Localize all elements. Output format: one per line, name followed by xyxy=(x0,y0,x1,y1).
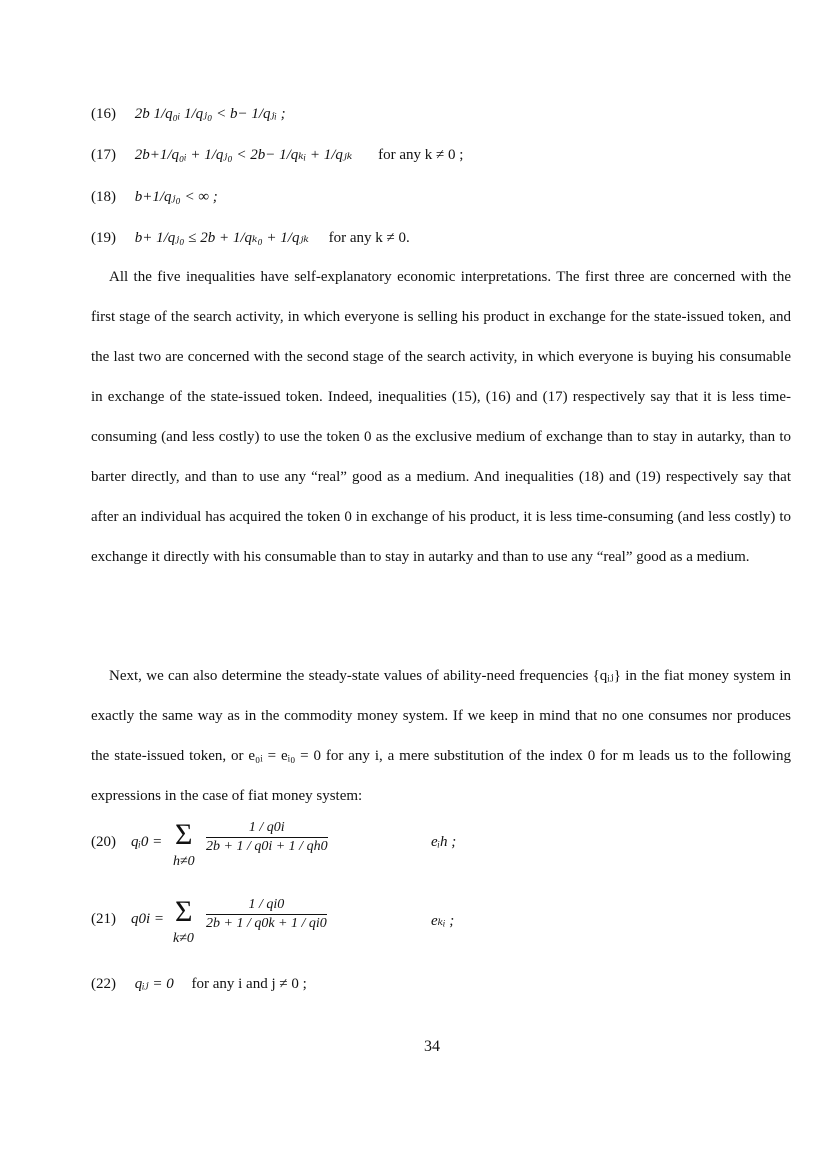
equation-21 xyxy=(91,897,511,967)
summation-index: k≠0 xyxy=(173,931,194,946)
summation-sign: Σ xyxy=(175,818,193,851)
equation-tail: eᵢh ; xyxy=(431,834,457,850)
equation-number: (16) xyxy=(91,106,116,122)
equation-number: (18) xyxy=(91,189,116,205)
equation-number: (22) xyxy=(91,976,116,992)
numerator: 1 / q0i xyxy=(206,820,328,838)
equation-22 xyxy=(91,974,307,993)
paragraph-fiat-money xyxy=(91,656,791,816)
equation-19 xyxy=(91,228,410,247)
summation-index: h≠0 xyxy=(173,854,195,869)
numerator: 1 / qi0 xyxy=(206,897,327,915)
equation-number: (20) xyxy=(91,834,116,850)
equation-lhs: q0i = xyxy=(131,911,165,927)
equation-expression: 2b 1/q₀ᵢ 1/qⱼ₀ < b− 1/qⱼᵢ ; xyxy=(134,106,286,122)
equation-number: (17) xyxy=(91,147,116,163)
equation-condition: for any k ≠ 0. xyxy=(328,230,410,246)
equation-tail: eₖᵢ ; xyxy=(431,913,455,929)
equation-number: (19) xyxy=(91,230,116,246)
paragraph-interpretations xyxy=(91,257,791,577)
fraction xyxy=(206,820,328,855)
equation-expression: b+ 1/qⱼ₀ ≤ 2b + 1/qₖ₀ + 1/qⱼₖ xyxy=(134,230,309,246)
paragraph-text: All the five inequalities have self-explanatory economic interpretations. The first three are concerned with the first stage of the search activity, in which everyone is selling his product in exchange for the state-issued token, and the last two are concerned with the second stage of the search activity, in which everyone is buying his consumable in exchange of the state-issued token. Indeed, inequalities (15), (16) and (17) respectively say that it is less time-consuming (and less costly) to use the token 0 as the exclusive medium of exchange than to stay in autarky, than to barter directly, and than to use any “real” good as a medium. And inequalities (18) and (19) respectively say that after an individual has acquired the token 0 in exchange of his product, it is less time-consuming (and less costly) to exchange it directly with his consumable than to stay in autarky and than to use any “real” good as a medium. xyxy=(91,269,791,565)
equation-expression: b+1/qⱼ₀ < ∞ ; xyxy=(134,189,218,205)
equation-expression: qᵢⱼ = 0 xyxy=(134,976,174,992)
fraction xyxy=(206,897,327,932)
equation-expression: 2b+1/q₀ᵢ + 1/qⱼ₀ < 2b− 1/qₖᵢ + 1/qⱼₖ xyxy=(134,147,353,163)
denominator: 2b + 1 / q0k + 1 / qi0 xyxy=(206,916,327,931)
summation-sign: Σ xyxy=(175,895,193,928)
equation-number: (21) xyxy=(91,911,116,927)
equation-16 xyxy=(91,104,286,123)
equation-20 xyxy=(91,820,511,890)
equation-lhs: qᵢ0 = xyxy=(131,834,163,850)
page-number: 34 xyxy=(424,1038,440,1055)
equation-17 xyxy=(91,145,463,164)
equation-condition: for any i and j ≠ 0 ; xyxy=(191,976,307,992)
paragraph-text: Next, we can also determine the steady-state values of ability-need frequencies {qᵢⱼ} in the fiat money system in exactly the same way as in the commodity money system. If we keep in mind that no one consumes nor produces the state-issued token, or e₀ᵢ = eᵢ₀ = 0 for any i, a mere substitution of the index 0 for m leads us to the following expressions in the case of fiat money system: xyxy=(91,668,791,804)
equation-18 xyxy=(91,187,218,206)
equation-condition: for any k ≠ 0 ; xyxy=(378,147,464,163)
denominator: 2b + 1 / q0i + 1 / qh0 xyxy=(206,839,328,854)
